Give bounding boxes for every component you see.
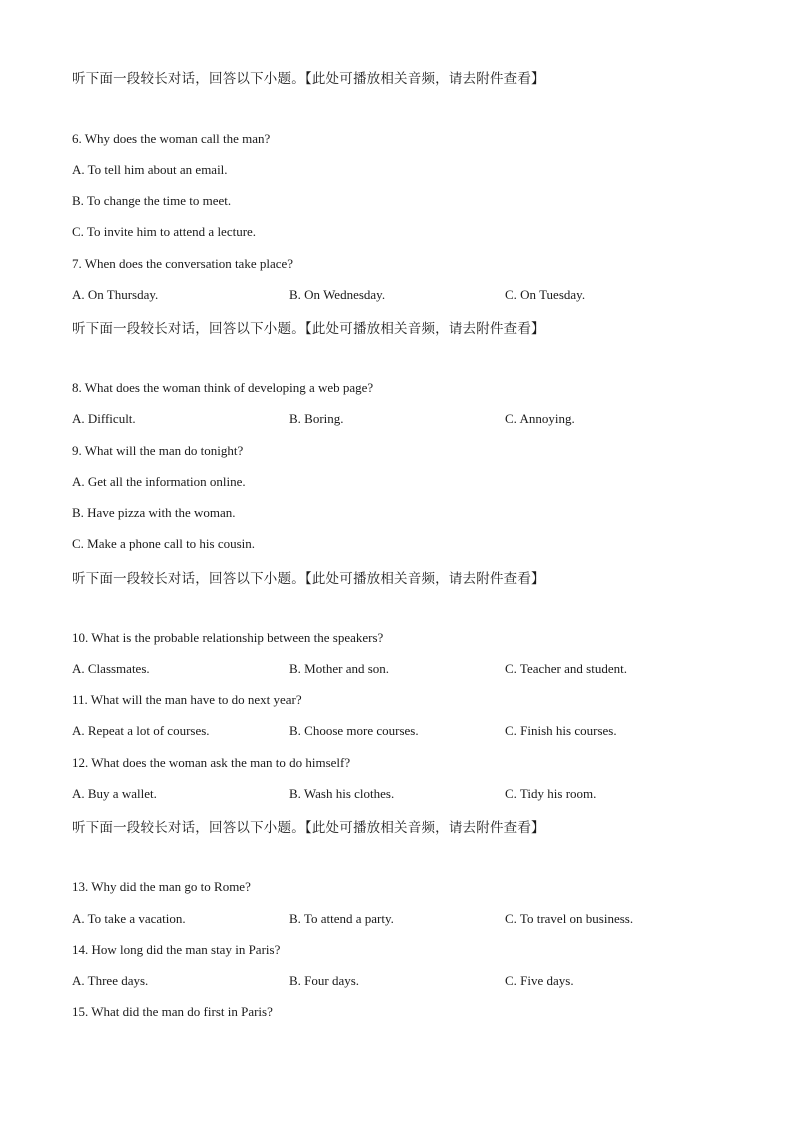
section-instruction: 听下面一段较长对话，回答以下小题。【此处可播放相关音频，请去附件查看】 — [72, 820, 545, 836]
option-12b: B. Wash his clothes. — [289, 786, 395, 801]
option-11a: A. Repeat a lot of courses. — [72, 723, 210, 738]
question-13: 13. Why did the man go to Rome? — [72, 879, 251, 894]
option-8a: A. Difficult. — [72, 411, 136, 426]
option-9a: A. Get all the information online. — [72, 474, 246, 489]
option-12c: C. Tidy his room. — [505, 786, 597, 801]
question-12: 12. What does the woman ask the man to do himself? — [72, 755, 351, 770]
option-7c: C. On Tuesday. — [505, 287, 586, 302]
section-instruction: 听下面一段较长对话，回答以下小题。【此处可播放相关音频，请去附件查看】 — [72, 321, 545, 337]
option-14c: C. Five days. — [505, 973, 574, 988]
option-8b: B. Boring. — [289, 411, 344, 426]
option-8c: C. Annoying. — [505, 411, 575, 426]
option-13b: B. To attend a party. — [289, 911, 394, 926]
option-6b: B. To change the time to meet. — [72, 193, 232, 208]
option-13c: C. To travel on business. — [505, 911, 634, 926]
section-instruction: 听下面一段较长对话，回答以下小题。【此处可播放相关音频，请去附件查看】 — [72, 71, 545, 87]
question-9: 9. What will the man do tonight? — [72, 443, 244, 458]
question-10: 10. What is the probable relationship between the speakers? — [72, 630, 384, 645]
question-6: 6. Why does the woman call the man? — [72, 131, 271, 146]
question-15: 15. What did the man do first in Paris? — [72, 1004, 273, 1019]
option-6a: A. To tell him about an email. — [72, 162, 228, 177]
question-14: 14. How long did the man stay in Paris? — [72, 942, 281, 957]
question-11: 11. What will the man have to do next year? — [72, 692, 302, 707]
option-11b: B. Choose more courses. — [289, 723, 419, 738]
option-7a: A. On Thursday. — [72, 287, 159, 302]
option-10c: C. Teacher and student. — [505, 661, 627, 676]
question-7: 7. When does the conversation take place? — [72, 256, 294, 271]
option-11c: C. Finish his courses. — [505, 723, 617, 738]
option-12a: A. Buy a wallet. — [72, 786, 157, 801]
option-10b: B. Mother and son. — [289, 661, 390, 676]
option-13a: A. To take a vacation. — [72, 911, 186, 926]
question-8: 8. What does the woman think of developing a web page? — [72, 380, 374, 395]
option-10a: A. Classmates. — [72, 661, 150, 676]
option-6c: C. To invite him to attend a lecture. — [72, 224, 257, 239]
option-14a: A. Three days. — [72, 973, 149, 988]
option-9b: B. Have pizza with the woman. — [72, 505, 236, 520]
option-14b: B. Four days. — [289, 973, 360, 988]
option-9c: C. Make a phone call to his cousin. — [72, 536, 256, 551]
option-7b: B. On Wednesday. — [289, 287, 386, 302]
section-instruction: 听下面一段较长对话，回答以下小题。【此处可播放相关音频，请去附件查看】 — [72, 571, 545, 587]
